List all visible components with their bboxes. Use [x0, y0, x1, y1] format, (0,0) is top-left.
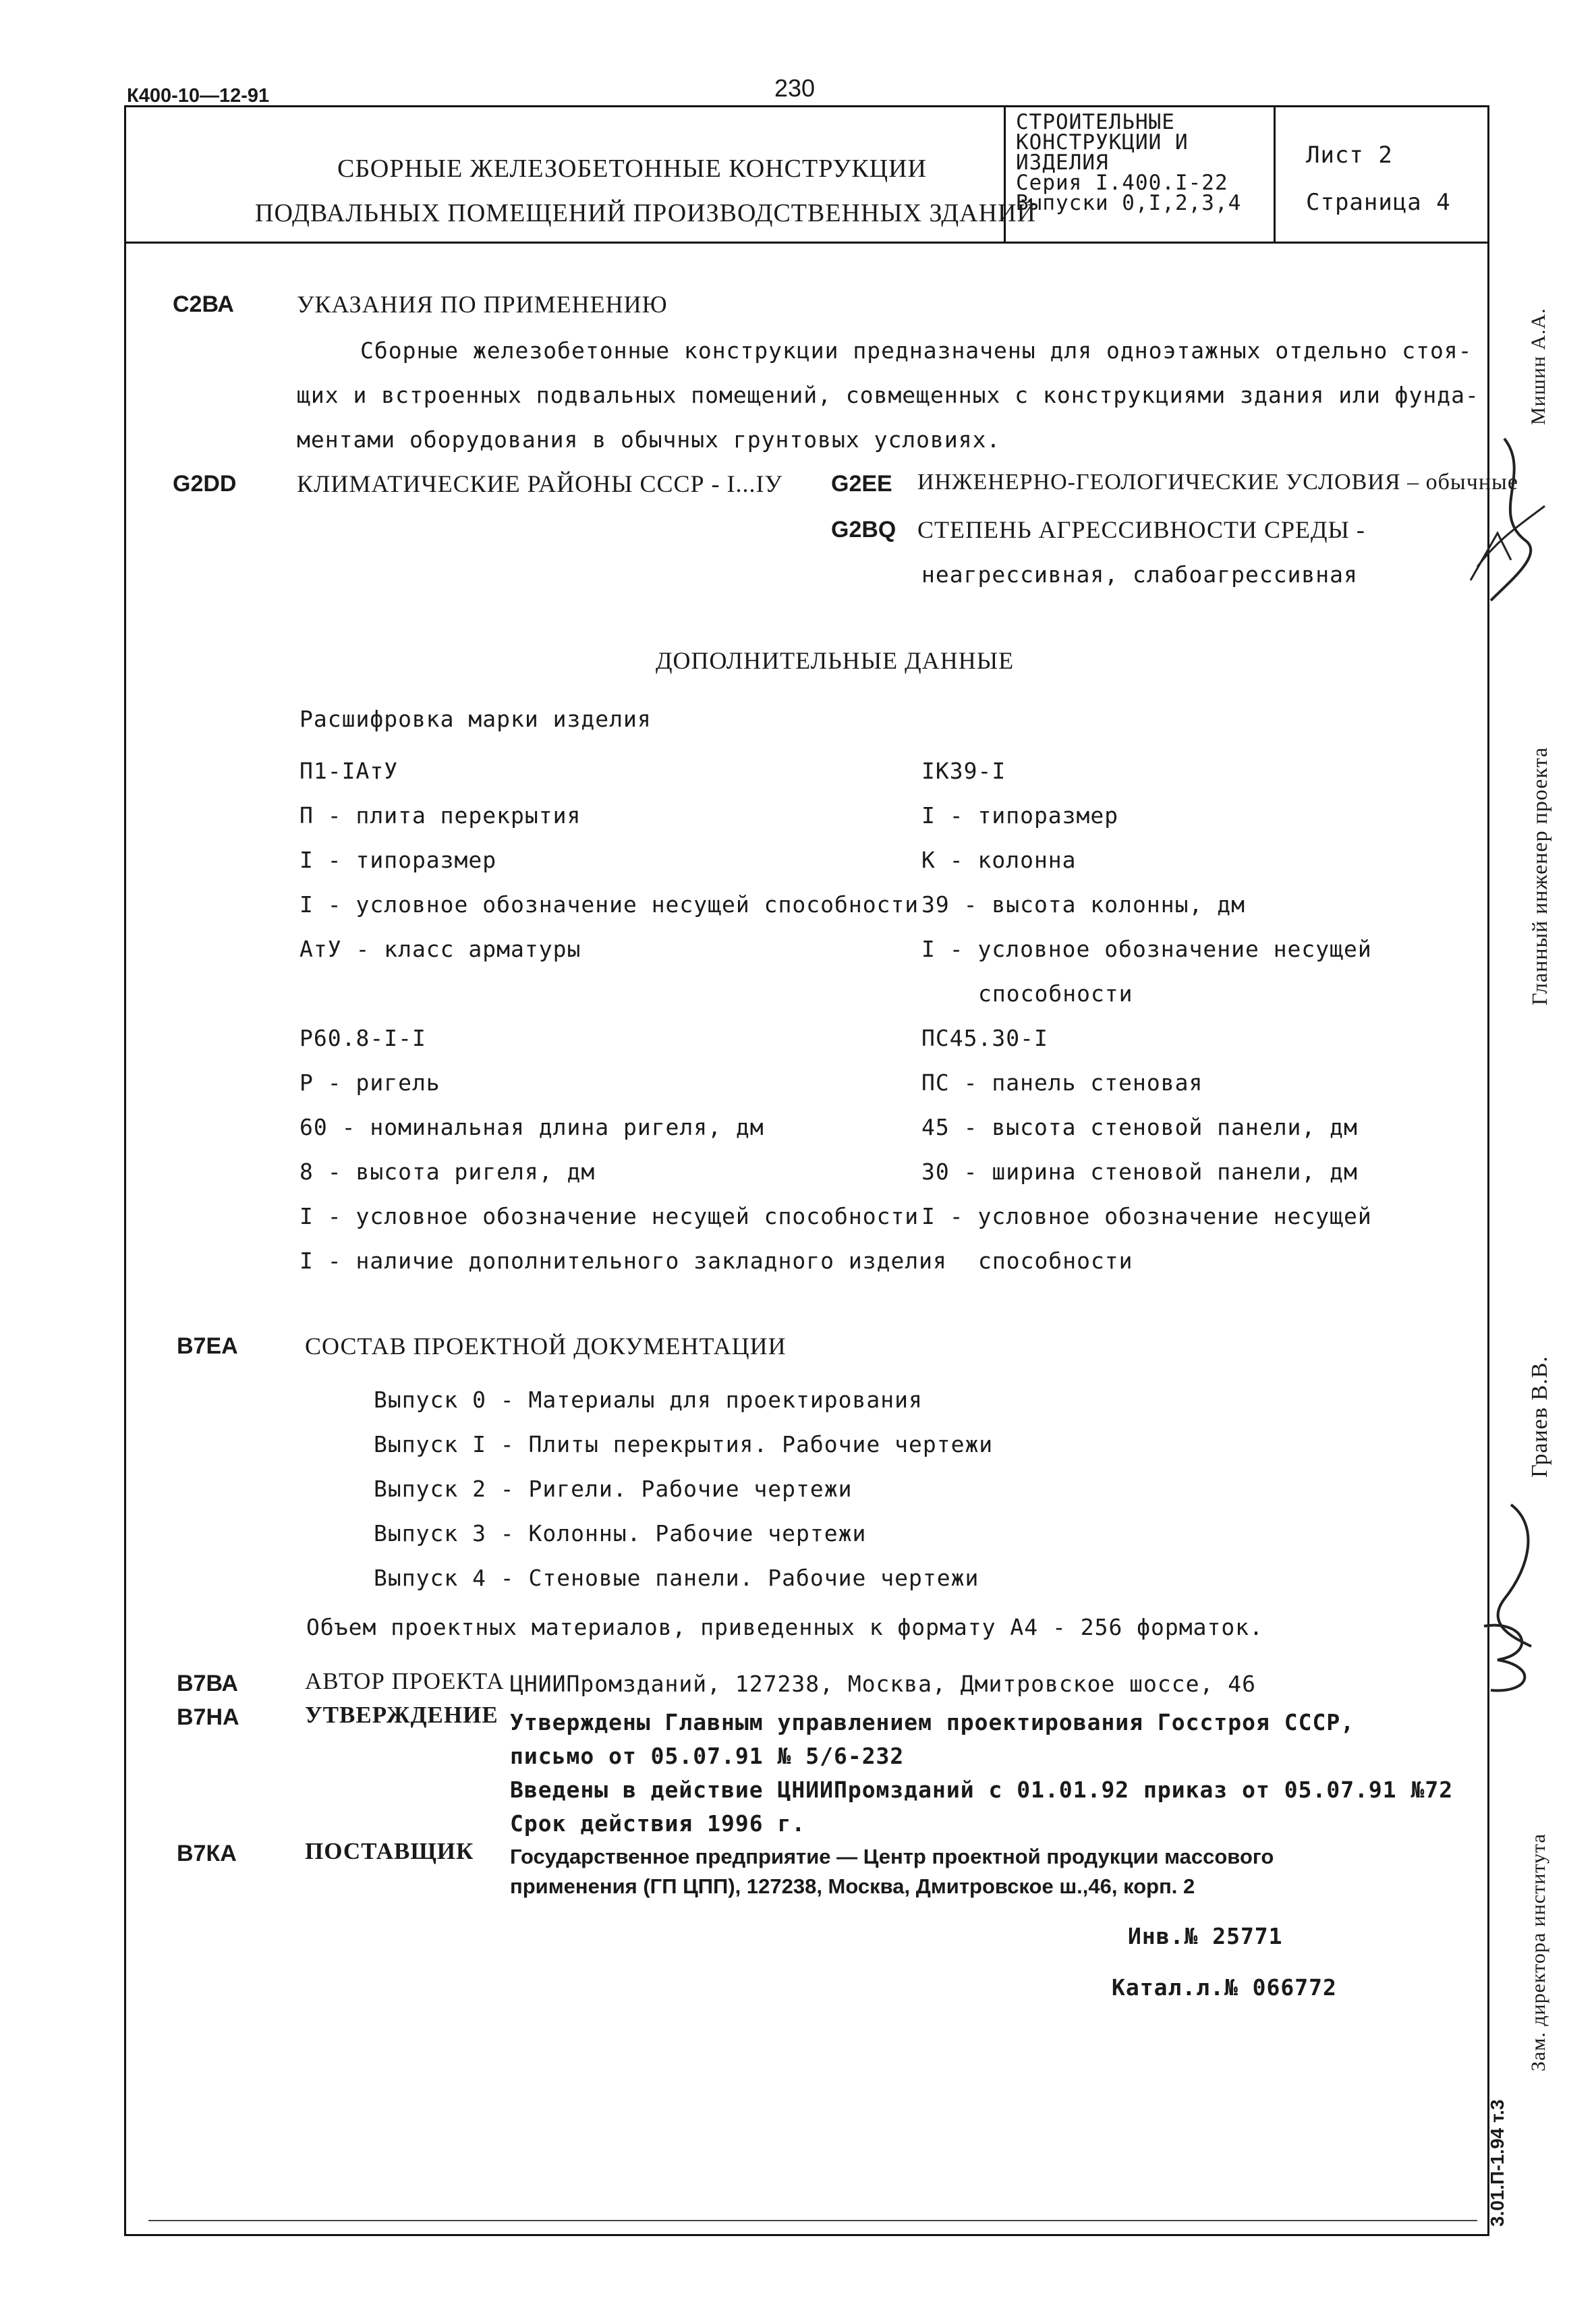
aggressiveness-text: СТЕПЕНЬ АГРЕССИВНОСТИ СРЕДЫ -	[917, 516, 1365, 543]
page-number: 230	[774, 74, 816, 102]
approval-label: УТВЕРЖДЕНИЕ	[305, 1702, 498, 1728]
section-code-c2ba: С2ВА	[173, 291, 234, 317]
application-text-3: ментами оборудования в обычных грунтовых условиях.	[297, 426, 1001, 453]
stamp-code: 3.01.П-1.94 т.3	[1487, 2099, 1508, 2227]
supplier-label: ПОСТАВЩИК	[305, 1838, 474, 1864]
decoding-right-item: I - условное обозначение несущей	[921, 936, 1372, 962]
decoding-left-item: 60 - номинальная длина ригеля, дм	[300, 1114, 764, 1140]
climate-text: КЛИМАТИЧЕСКИЕ РАЙОНЫ СССР - I...IУ	[297, 470, 782, 497]
decoding-left-item: I - условное обозначение несущей способности	[300, 891, 919, 918]
decoding-left-column	[300, 749, 947, 1283]
documentation-list	[374, 1378, 993, 1600]
supplier-text: Государственное предприятие — Центр проектной продукции массового применения (ГП ЦПП), 127238, Москва, Дмитровское ш.,46, корп. 2	[510, 1845, 1274, 1898]
aggressiveness-value: неагрессивная, слабоагрессивная	[921, 561, 1358, 588]
signer-name-2: Граиев В.В.	[1527, 1356, 1552, 1478]
sheet-number: Лист 2	[1306, 142, 1393, 169]
documentation-item: Выпуск I - Плиты перекрытия. Рабочие чертежи	[374, 1431, 994, 1457]
decoding-right-item: IК39-I	[921, 758, 1006, 784]
signer-title-3: Зам. директора института	[1527, 1833, 1549, 2071]
decoding-right-item: I - условное обозначение несущей	[921, 1203, 1372, 1229]
bottom-rule	[148, 2220, 1477, 2221]
catalog-number: Катал.л.№ 066772	[1112, 1974, 1337, 2001]
decoding-left-item: П - плита перекрытия	[300, 802, 581, 829]
decoding-right-item: способности	[978, 980, 1133, 1007]
decoding-left-item: АтУ - класс арматуры	[300, 936, 581, 962]
documentation-item: Выпуск 3 - Колонны. Рабочие чертежи	[374, 1520, 867, 1546]
decoding-right-item: способности	[978, 1248, 1133, 1274]
page-label: Страница 4	[1306, 189, 1451, 216]
inventory-number: Инв.№ 25771	[1128, 1923, 1283, 1949]
signer-title-1: Гланный инженер проекта	[1527, 746, 1551, 1005]
approval-text: Утверждены Главным управлением проектирования Госстроя СССР, письмо от 05.07.91 № 5/6-232 Введены в действие ЦНИИПромзданий с 01.01.92 приказ от 05.07.91 №72 Срок действия 1996 г.	[510, 1709, 1454, 1837]
signer-name-1: Мишин А.А.	[1527, 308, 1549, 425]
decoding-right-item: К - колонна	[921, 847, 1077, 873]
section-code-g2bq: G2BQ	[831, 517, 896, 542]
section-code-b7ka: В7КА	[177, 1841, 237, 1866]
signature-mark-icon	[1457, 520, 1524, 587]
decoding-left-item: 8 - высота ригеля, дм	[300, 1159, 596, 1185]
additional-heading: ДОПОЛНИТЕЛЬНЫЕ ДАННЫЕ	[656, 647, 1015, 674]
decoding-right-item: ПС - панель стеновая	[921, 1069, 1203, 1096]
decoding-right-item: ПС45.30-I	[921, 1025, 1048, 1051]
section-code-g2dd: G2DD	[173, 471, 237, 497]
decoding-left-item: Р - ригель	[300, 1069, 440, 1096]
decoding-left-item: I - наличие дополнительного закладного изделия	[300, 1248, 947, 1274]
series-block: СТРОИТЕЛЬНЫЕ КОНСТРУКЦИИ И ИЗДЕЛИЯ Серия I.400.I-22 Выпуски 0,I,2,3,4	[1016, 110, 1242, 215]
header-divider-v2	[1274, 105, 1276, 243]
decoding-right-item: 30 - ширина стеновой панели, дм	[921, 1159, 1358, 1185]
geology-text: ИНЖЕНЕРНО-ГЕОЛОГИЧЕСКИЕ УСЛОВИЯ – обычные	[917, 470, 1518, 495]
section-code-b7ea: В7ЕА	[177, 1333, 238, 1359]
decoding-left-item	[300, 972, 947, 1016]
decoding-left-item: I - условное обозначение несущей способности	[300, 1203, 919, 1229]
decoding-right-column	[921, 749, 1372, 1283]
decoding-left-item: П1-IАтУ	[300, 758, 399, 784]
author-text: ЦНИИПромзданий, 127238, Москва, Дмитровское шоссе, 46	[510, 1671, 1256, 1697]
decoding-right-item: 39 - высота колонны, дм	[921, 891, 1245, 918]
title-line-2: ПОДВАЛЬНЫХ ПОМЕЩЕНИЙ ПРОИЗВОДСТВЕННЫХ ЗДАНИЙ	[255, 199, 1036, 227]
section-code-b7ha: В7НА	[177, 1704, 239, 1730]
application-text-2: щих и встроенных подвальных помещений, совмещенных с конструкциями здания или фунда-	[297, 382, 1479, 408]
author-label: АВТОР ПРОЕКТА	[305, 1668, 505, 1694]
decoding-right-item: I - типоразмер	[921, 802, 1119, 829]
signature-3-icon	[1471, 1613, 1551, 1700]
decoding-right-item: 45 - высота стеновой панели, дм	[921, 1114, 1358, 1140]
decoding-intro: Расшифровка марки изделия	[300, 706, 652, 732]
header-divider	[124, 242, 1488, 244]
documentation-item: Выпуск 0 - Материалы для проектирования	[374, 1387, 923, 1413]
documentation-volume: Объем проектных материалов, приведенных к формату А4 - 256 форматок.	[306, 1614, 1264, 1640]
section-code-b7ba: В7ВА	[177, 1671, 238, 1696]
section-code-g2ee: G2EE	[831, 471, 892, 497]
application-heading: УКАЗАНИЯ ПО ПРИМЕНЕНИЮ	[297, 291, 668, 318]
documentation-item: Выпуск 2 - Ригели. Рабочие чертежи	[374, 1476, 853, 1502]
title-line-1: СБОРНЫЕ ЖЕЛЕЗОБЕТОННЫЕ КОНСТРУКЦИИ	[337, 155, 927, 183]
decoding-left-item: Р60.8-I-I	[300, 1025, 426, 1051]
documentation-heading: СОСТАВ ПРОЕКТНОЙ ДОКУМЕНТАЦИИ	[305, 1333, 787, 1360]
application-text-1: Сборные железобетонные конструкции предназначены для одноэтажных отдельно стоя-	[360, 337, 1473, 364]
document-code: К400-10—12-91	[127, 85, 270, 107]
decoding-left-item: I - типоразмер	[300, 847, 497, 873]
documentation-item: Выпуск 4 - Стеновые панели. Рабочие чертежи	[374, 1565, 979, 1591]
